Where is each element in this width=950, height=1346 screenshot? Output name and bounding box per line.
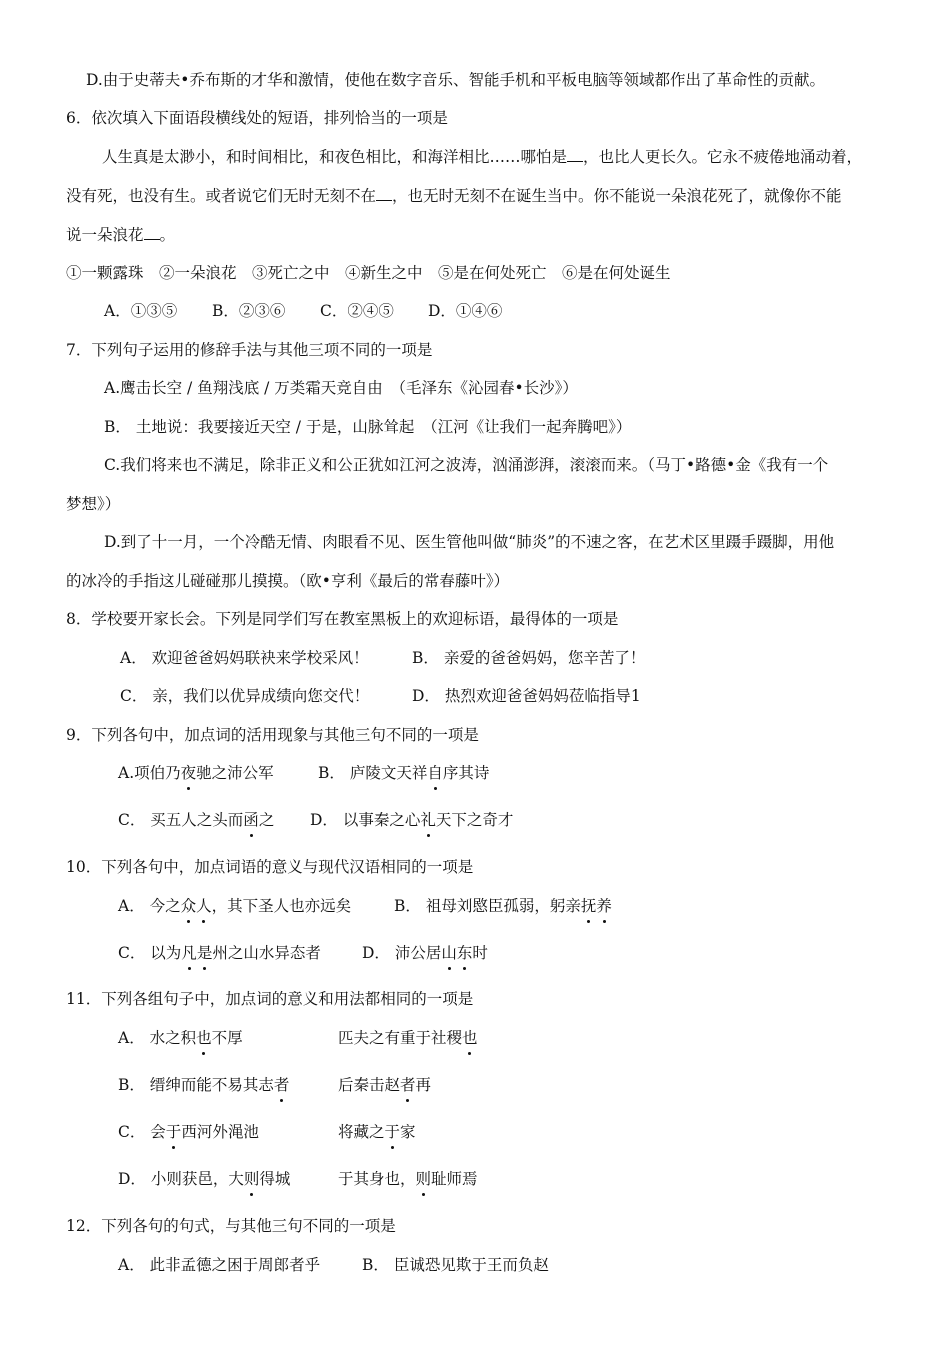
q6-passage-line-2: 没有死，也没有生。或者说它们无时无刻不在 ，也无时无刻不在诞生当中。你不能说一朵浪花死了，就像你不能	[66, 187, 842, 205]
q6-passage-line-3: 说一朵浪花 。	[66, 226, 176, 244]
q10-option-b: B． 祖母刘愍臣孤弱，躬亲抚养	[394, 897, 612, 915]
q6-option-d: D．①④⑥	[428, 302, 503, 320]
q8-option-b: B． 亲爱的爸爸妈妈，您辛苦了！	[412, 649, 646, 667]
q10-option-d-dotted-char-1: 山	[441, 944, 457, 962]
q6-blank-1	[567, 147, 583, 162]
q6-blank-3	[144, 225, 160, 240]
q7-option-c-line-2: 梦想》）	[66, 495, 121, 513]
q12-option-b: B． 臣诚恐见欺于王而负赵	[362, 1256, 549, 1274]
q10-option-b-dotted-char-1: 抚	[580, 897, 597, 915]
q10-option-d: D． 沛公居山东时	[362, 944, 488, 962]
q10-option-a: A． 今之众人，其下圣人也亦远矣	[118, 897, 352, 915]
q9-option-d: D． 以事秦之心礼天下之奇才	[310, 811, 514, 829]
q12-stem: 12．下列各句的句式，与其他三句不同的一项是	[66, 1217, 396, 1235]
q11-option-b: B． 缙绅而能不易其志者 后秦击赵者再	[118, 1076, 432, 1094]
q10-options-row-2	[118, 943, 488, 963]
q7-option-b: B． 土地说：我要接近天空 / 于是，山脉耸起 （江河《让我们一起奔腾吧》）	[104, 418, 632, 436]
q6-options	[104, 301, 502, 321]
q6-blank-2	[376, 186, 392, 201]
q6-option-a: A．①③⑤	[104, 302, 178, 320]
q11-option-b-dotted-word-2: 者	[400, 1076, 416, 1094]
q9-option-c: C． 买五人之头而函之	[118, 811, 275, 829]
q11-option-b-dotted-word-1: 者	[273, 1076, 290, 1094]
q10-option-c-dotted-char-1: 凡	[181, 944, 197, 962]
q10-option-a-dotted-char-2: 人	[196, 897, 212, 915]
q6-choice-list: ①一颗露珠 ②一朵浪花 ③死亡之中 ④新生之中 ⑤是在何处死亡 ⑥是在何处诞生	[66, 264, 671, 282]
q11-option-d-dotted-word-2: 则	[415, 1170, 432, 1188]
q11-option-a-dotted-word-1: 也	[196, 1029, 212, 1047]
q8-option-a: A． 欢迎爸爸妈妈联袂来学校采风！	[120, 649, 369, 667]
q11-option-c-dotted-word-1: 于	[165, 1123, 182, 1141]
q7-option-d-line-2: 的冰冷的手指这儿碰碰那儿摸摸。（欧•亨利《最后的常春藤叶》）	[66, 572, 510, 590]
q12-options-row-1	[118, 1255, 549, 1275]
q10-option-d-dotted-char-2: 东	[456, 944, 473, 962]
q9-option-b-dotted-word: 自	[427, 764, 443, 782]
q5-option-d: D.由于史蒂夫•乔布斯的才华和激情，使他在数字音乐、智能手机和平板电脑等领域都作出了革命性的贡献。	[86, 71, 825, 89]
q11-option-c: C． 会于西河外渑池 将藏之于家	[118, 1123, 416, 1141]
q8-option-d: D． 热烈欢迎爸爸妈妈莅临指导1	[412, 687, 641, 705]
q9-option-a-dotted-word: 夜	[180, 764, 197, 782]
q9-option-b: B． 庐陵文天祥自序其诗	[318, 764, 490, 782]
q10-option-a-dotted-char-1: 众	[180, 897, 197, 915]
q10-option-c-dotted-char-2: 是	[196, 944, 213, 962]
q8-option-c: C． 亲，我们以优异成绩向您交代！	[120, 687, 370, 705]
q8-options-row-1	[120, 648, 645, 668]
q7-stem: 7．下列句子运用的修辞手法与其他三项不同的一项是	[66, 341, 433, 359]
q6-option-c: C．②④⑤	[320, 302, 394, 320]
q6-passage-line-1: 人生真是太渺小，和时间相比，和夜色相比，和海洋相比……哪怕是 ，也比人更长久。它永不疲倦地涌动着，	[102, 148, 863, 166]
q12-option-a: A． 此非孟德之困于周郎者乎	[118, 1256, 321, 1274]
q8-stem: 8．学校要开家长会。下列是同学们写在教室黑板上的欢迎标语，最得体的一项是	[66, 610, 619, 628]
q10-option-c: C． 以为凡是州之山水异态者	[118, 944, 321, 962]
q11-option-c-dotted-word-2: 于	[384, 1123, 401, 1141]
q9-option-d-dotted-word: 礼	[420, 811, 436, 829]
q11-stem: 11．下列各组句子中，加点词的意义和用法都相同的一项是	[66, 990, 474, 1008]
q9-options-row-2	[118, 810, 513, 830]
q9-options-row-1	[118, 763, 489, 783]
q7-option-a: A.鹰击长空 / 鱼翔浅底 / 万类霜天竞自由 （毛泽东《沁园春•长沙》）	[104, 379, 578, 397]
q11-option-a: A． 水之积也不厚 匹夫之有重于社稷也	[118, 1029, 478, 1047]
q10-stem: 10．下列各句中，加点词语的意义与现代汉语相同的一项是	[66, 858, 474, 876]
q6-option-b: B．②③⑥	[212, 302, 286, 320]
q7-option-d-line-1: D.到了十一月，一个冷酷无情、肉眼看不见、医生管他叫做“肺炎”的不速之客，在艺术区里蹑手蹑脚，用他	[104, 533, 835, 551]
q10-option-b-dotted-char-2: 养	[596, 897, 612, 915]
q8-options-row-2	[120, 686, 641, 706]
q11-option-d-dotted-word-1: 则	[243, 1170, 260, 1188]
q11-option-a-dotted-word-2: 也	[462, 1029, 478, 1047]
q6-stem: 6．依次填入下面语段横线处的短语，排列恰当的一项是	[66, 109, 448, 127]
q10-options-row-1	[118, 896, 612, 916]
q9-option-a: A.项伯乃夜驰之沛公军	[118, 764, 274, 782]
q9-option-c-dotted-word: 函	[243, 811, 259, 829]
q9-stem: 9．下列各句中，加点词的活用现象与其他三句不同的一项是	[66, 726, 479, 744]
q11-option-d: D． 小则获邑，大则得城 于其身也，则耻师焉	[118, 1170, 478, 1188]
q7-option-c-line-1: C.我们将来也不满足，除非正义和公正犹如江河之波涛，汹涌澎湃，滚滚而来。（马丁•路德•金《我有一个	[104, 456, 829, 474]
